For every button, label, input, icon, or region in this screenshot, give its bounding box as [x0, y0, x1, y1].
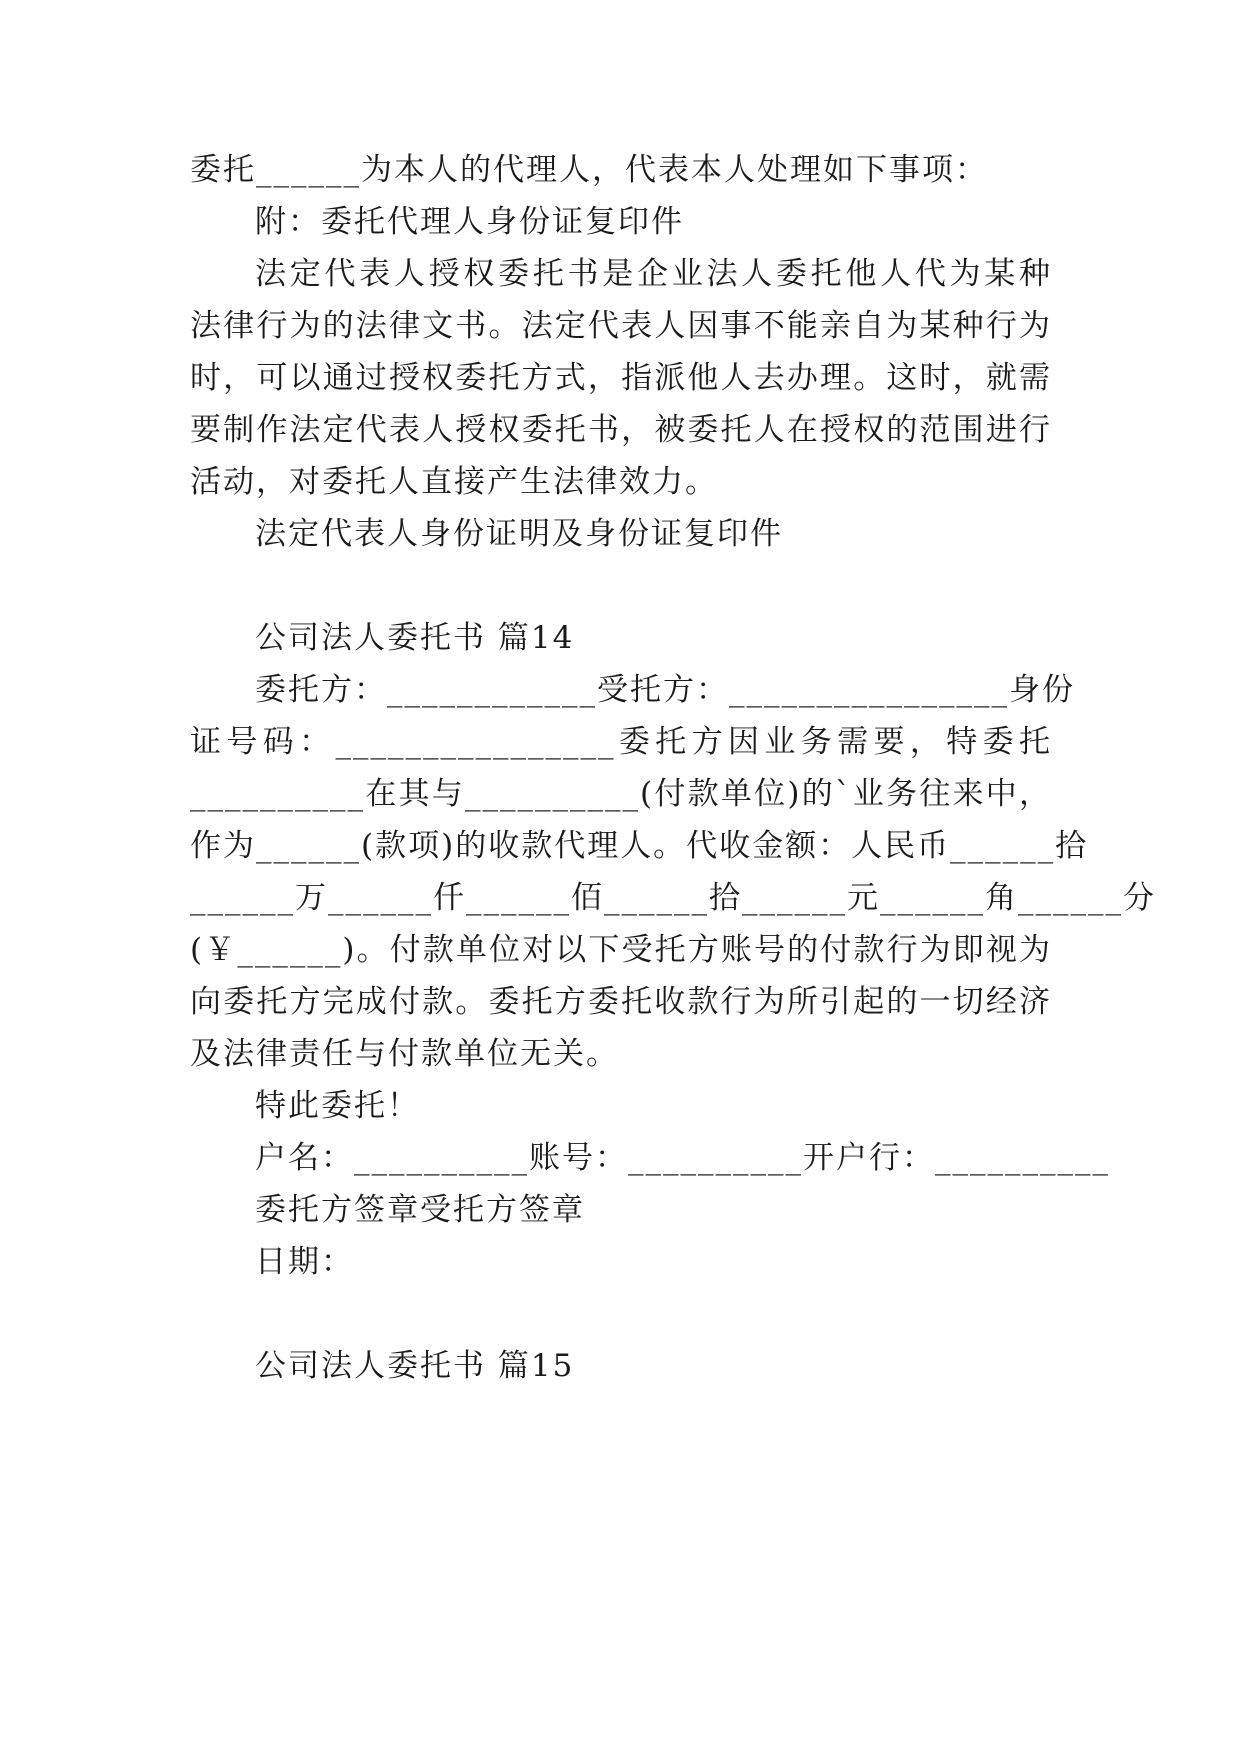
- paragraph-line: 法律行为的法律文书。法定代表人因事不能亲自为某种行为: [190, 308, 1052, 344]
- paragraph-line: 证号码：________________委托方因业务需要，特委托: [190, 724, 1052, 760]
- section-heading-14: 公司法人委托书 篇14: [255, 620, 575, 656]
- paragraph-line: 活动，对委托人直接产生法律效力。: [190, 464, 718, 500]
- text-line-closing: 特此委托！: [255, 1088, 420, 1124]
- section-heading-15: 公司法人委托书 篇15: [255, 1348, 575, 1384]
- paragraph-line: 向委托方完成付款。委托方委托收款行为所引起的一切经济: [190, 984, 1052, 1020]
- paragraph-line: 作为______(款项)的收款代理人。代收金额：人民币______拾: [190, 828, 1089, 864]
- paragraph-line: 法定代表人授权委托书是企业法人委托他人代为某种: [255, 256, 1052, 292]
- paragraph-line: 委托方：____________受托方：________________身份: [255, 672, 1075, 708]
- paragraph-line: __________在其与__________(付款单位)的`业务往来中，: [190, 776, 1052, 812]
- paragraph-line: 要制作法定代表人授权委托书，被委托人在授权的范围进行: [190, 412, 1052, 448]
- paragraph-line: ______万______仟______佰______拾______元______角______分: [190, 880, 1156, 916]
- text-line-entrust-agent: 委托______为本人的代理人，代表本人处理如下事项：: [190, 152, 988, 188]
- paragraph-line: 时，可以通过授权委托方式，指派他人去办理。这时，就需: [190, 360, 1052, 396]
- text-line-id-copy: 法定代表人身份证明及身份证复印件: [255, 516, 783, 552]
- text-line-date: 日期：: [255, 1244, 354, 1280]
- text-line-attachment: 附：委托代理人身份证复印件: [255, 204, 684, 240]
- text-line-signatures: 委托方签章受托方签章: [255, 1192, 585, 1228]
- paragraph-line: 及法律责任与付款单位无关。: [190, 1036, 619, 1072]
- text-line-account-info: 户名：__________账号：__________开户行：__________: [255, 1140, 1110, 1176]
- paragraph-line: (￥______)。付款单位对以下受托方账号的付款行为即视为: [190, 932, 1052, 968]
